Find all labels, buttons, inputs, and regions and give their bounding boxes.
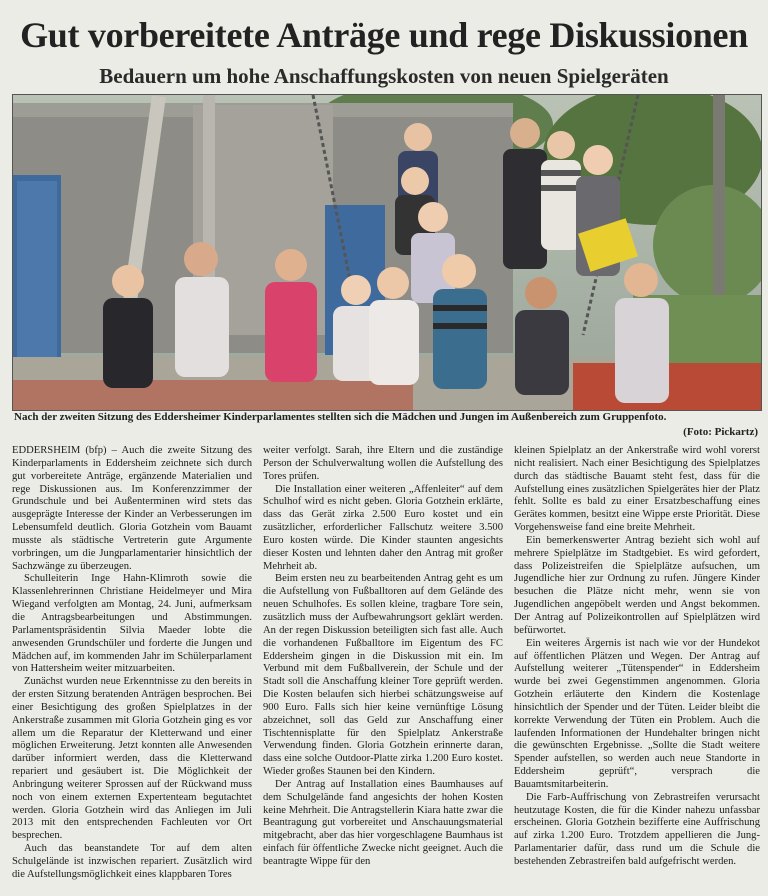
paragraph: weiter verfolgt. Sarah, ihre Eltern und die zuständige Person der Schulverwaltung wollen die Aufstellung des Tores prüfen. xyxy=(263,445,503,482)
paragraph: Auch das beanstandete Tor auf dem alten Schulgelände ist inzwischen repariert. Zusätzlich wird die Aufstellungsmöglichkeit eines klappbaren Tores xyxy=(12,843,252,880)
paragraph: Der Antrag auf Installation eines Baumhauses auf dem Schulgelände fand angesichts der hohen Kosten keine Mehrheit. Die Antragstellerin Kiara hatte zwar die Beantragung gut vorbereitet und Anschauungsmaterial mitgebracht, aber das hier vorgeschlagene Baumhaus ist einfach für öffentliche Zwecke nicht geeignet. Auch die beantragte Wippe für den xyxy=(263,778,503,867)
subheadline: Bedauern um hohe Anschaffungskosten von neuen Spielgeräten xyxy=(99,64,669,88)
paragraph: kleinen Spielplatz an der Ankerstraße wird wohl vorerst nicht realisiert. Nach einer Besichtigung des Spielplatzes durch das städtische Bauamt steht fest, dass für die Aufstellung eines zusätzlichen Spielgerätes hier der Platz fehlt. Sollte es bald zu einer Ersatzbeschaffung eines Gerätes kommen, besitzt eine Wippe erste Priorität. Diese Vorgehensweise fand eine breite Mehrheit. xyxy=(514,445,760,534)
article-column-2 xyxy=(263,445,503,891)
group-photo-illustration xyxy=(13,95,761,410)
paragraph: Die Installation einer weiteren „Affenleiter“ auf dem Schulhof wird es nicht geben. Gloria Gotzhein erklärte, dass das Gerät zirka 2.500 Euro kostet und ein zusätzlicher, erforderlicher Fallschutz weitere 3.500 Euro kosten würde. Die Kinder staunten angesichts dieser Kosten und lehnten daher den Antrag mit großer Mehrheit ab. xyxy=(263,483,503,572)
headline: Gut vorbereitete Anträge und rege Diskussionen xyxy=(20,15,748,55)
paragraph: Zunächst wurden neue Erkenntnisse zu den bereits in der ersten Sitzung beratenden Anträgen besprochen. Bei einer Besichtigung des großen Spielplatzes in der Ankerstraße zusammen mit Gloria Gotzhein ging es vor allem um die Reparatur der Kletterwand und einer möglichen Erweiterung. Jetzt konnten alle Anwesenden darüber informiert werden, dass die Kletterwand repariert und gesäubert ist. Die Möglichkeit der Anbringung weiterer Sprossen auf der Rückwand muss noch von einem externen Expertenteam begutachtet werden. Gloria Gotzhein wird das Anliegen im Juli 2013 mit den entsprechenden Fachleuten vor Ort besprechen. xyxy=(12,676,252,842)
photo-caption: Nach der zweiten Sitzung des Eddersheimer Kinderparlamentes stellten sich die Mädchen und Jungen im Außenbereich zum Gruppenfoto. xyxy=(14,411,667,423)
paragraph: Ein weiteres Ärgernis ist nach wie vor der Hundekot auf öffentlichen Plätzen und Wegen. Der Antrag auf Aufstellung weiterer „Tütenspender“ in Eddersheim wurde bei zwei Gegenstimmen angenommen. Gloria Gotzhein erläuterte den Kindern die Kostenlage hinsichtlich der Spender und der Tüten. Leider bleibt die korrekte Verwendung der Tüten ein Problem. Auch die laufenden Informationen der Hundehalter bringen nicht die gewünschten Ergebnisse. „Sollte die Stadt weitere Spender aufstellen, so werden auch neue Standorte in Eddersheim geprüft“, versprach die Bauamtsmitarbeiterin. xyxy=(514,637,760,790)
paragraph: Beim ersten neu zu bearbeitenden Antrag geht es um die Aufstellung von Fußballtoren auf dem Gelände des neuen Schulhofes. Es sollen kleine, tragbare Tore sein, zusätzlich muss der Aufbewahrungsort geklärt werden. An der regen Diskussion beteiligten sich fast alle. Auch die vorhandenen Fußballtore im Eigentum des FC Eddersheim gingen in die Diskussion mit ein. Im Verbund mit dem Fußballverein, der Schule und der Stadt soll die Anschaffung kleiner Tore geprüft werden. Die Kosten belaufen sich hierbei schätzungsweise auf 900 Euro. Falls sich hier keine vernünftige Lösung abzeichnet, soll das Geld zur Anschaffung einer Tischtennisplatte für den Spielplatz Ankerstraße Verwendung finden. Gloria Gotzhein erinnerte daran, dass eine solche Outdoor-Platte zirka 1.200 Euro kostet. Wieder großes Staunen bei den Kindern. xyxy=(263,573,503,778)
paragraph: Ein bemerkenswerter Antrag bezieht sich wohl auf mehrere Spielplätze im Stadtgebiet. Es wird gefordert, dass Polizeistreifen die Spielplätze aufsuchen, um Jugendliche hier zur Ordnung zu rufen. Jüngere Kinder besuchen die Plätze nicht mehr, wenn sie von Jugendlichen angepöbelt werden und Angst bekommen. Der Antrag auf Polizeikontrollen auf Spielplätzen wird befürwortet. xyxy=(514,534,760,636)
group-photo xyxy=(12,94,762,411)
paragraph: EDDERSHEIM (bfp) – Auch die zweite Sitzung des Kinderparlaments in Eddersheim zeichnete sich durch gut vorbereitete Anträge, ergänzende Materialien und rege Diskussionen aus. Im Konferenzzimmer der Grundschule und bei Außenterminen wird stets das ausgeprägte Interesse der Kinder an Verbesserungen im Lebensumfeld deutlich. Gloria Gotzhein vom Bauamt musste als städtische Vertreterin gute Argumente vorbringen, um die Jungparlamentarier hinsichtlich der Sachzwänge zu überzeugen. xyxy=(12,445,252,572)
paragraph: Die Farb-Auffrischung von Zebrastreifen verursacht heutzutage Kosten, die für die Kinder nahezu unfassbar erscheinen. Gloria Gotzhein bezifferte eine Auffrischung auf zirka 1.200 Euro. Trotzdem appellieren die Jung-Parlamentarier dafür, dass rund um die Schule die bestehenden Zebrastreifen bald aufgefrischt werden. xyxy=(514,791,760,867)
photo-credit: (Foto: Pickartz) xyxy=(683,426,758,438)
paragraph: Schulleiterin Inge Hahn-Klimroth sowie die Klassenlehrerinnen Christiane Heidelmeyer und Mira Wiegand verfolgten am Montag, 24. Juni, aufmerksam die Antragsbearbeitungen und Abstimmungen. Parlamentspräsidentin Silvia Maeder lobte die anwesenden Grundschüler und forderte die Jungen und Mädchen auf, im kommenden Jahr im Schülerparlament von Hattersheim weiter mitzuarbeiten. xyxy=(12,573,252,675)
article-column-3 xyxy=(514,445,760,891)
article-column-1 xyxy=(12,445,252,891)
